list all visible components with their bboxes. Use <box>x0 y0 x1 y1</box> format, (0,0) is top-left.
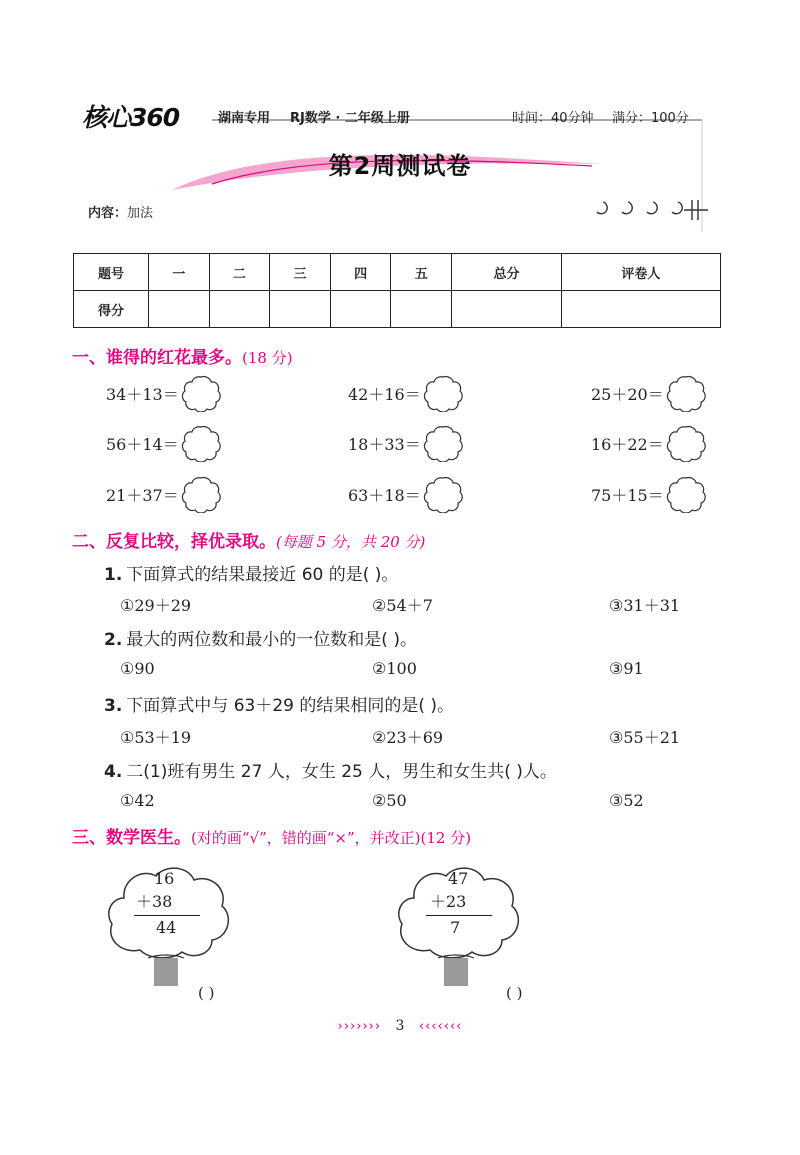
question-text: 下面算式中与 63＋29 的结果相同的是( )。 <box>126 696 455 716</box>
section1-title: 一、谁得的红花最多。 <box>72 348 242 368</box>
equation-item <box>348 424 463 462</box>
flower-answer-box[interactable] <box>423 374 463 412</box>
table-cell: 评卷人 <box>561 254 720 291</box>
question-text: 下面算式的结果最接近 60 的是( )。 <box>126 565 399 585</box>
section3-points: (对的画“√”，错的画“×”，并改正)(12 分) <box>191 829 472 847</box>
equation-item <box>106 475 221 513</box>
option-a[interactable]: ①90 <box>120 659 155 678</box>
option-a[interactable]: ①29＋29 <box>120 596 192 615</box>
flower-answer-box[interactable] <box>666 424 706 462</box>
table-cell: 总分 <box>452 254 562 291</box>
judgement-box-2[interactable]: ( ) <box>506 984 523 1002</box>
addend-bottom: ＋23 <box>430 892 467 911</box>
question-2 <box>104 625 417 650</box>
score-table <box>73 253 721 328</box>
section3-heading <box>72 823 471 848</box>
question-3 <box>104 691 454 716</box>
score-input-cell[interactable] <box>209 291 270 328</box>
option-b[interactable]: ②100 <box>372 659 417 678</box>
right-chevrons: ‹‹‹‹‹‹‹ <box>418 1019 463 1034</box>
table-cell: 得分 <box>74 291 149 328</box>
option-b[interactable]: ②54＋7 <box>372 596 433 615</box>
content-info <box>88 202 153 221</box>
equation-text: 63＋18＝ <box>348 485 421 505</box>
table-cell: 三 <box>270 254 331 291</box>
question-1 <box>104 560 398 585</box>
calc-result: 7 <box>450 918 461 937</box>
score-input-cell[interactable] <box>149 291 210 328</box>
question-text: 最大的两位数和最小的一位数和是( )。 <box>126 630 417 650</box>
section1-heading <box>72 343 293 368</box>
option-c[interactable]: ③52 <box>609 791 644 810</box>
addend-top: 16 <box>154 869 175 888</box>
score-input-cell[interactable] <box>391 291 452 328</box>
score-input-cell[interactable] <box>452 291 562 328</box>
table-cell: 一 <box>149 254 210 291</box>
option-a[interactable]: ①42 <box>120 791 155 810</box>
score-input-cell[interactable] <box>270 291 331 328</box>
calc-line <box>426 915 492 916</box>
equation-item <box>591 374 706 412</box>
section2-heading <box>72 527 425 552</box>
brand-logo: 核心360 <box>82 103 180 132</box>
equation-item <box>106 374 221 412</box>
question-4 <box>104 757 557 782</box>
flower-answer-box[interactable] <box>666 374 706 412</box>
flower-answer-box[interactable] <box>423 475 463 513</box>
region-label: 湖南专用 <box>218 111 271 126</box>
section2-points: (每题 5 分，共 20 分) <box>276 533 426 551</box>
question-text: 二(1)班有男生 27 人，女生 25 人，男生和女生共( )人。 <box>126 762 557 782</box>
equation-item <box>591 475 706 513</box>
option-c[interactable]: ③91 <box>609 659 644 678</box>
page-title: 第2周测试卷 <box>328 152 472 180</box>
equation-item <box>106 424 221 462</box>
equation-text: 25＋20＝ <box>591 384 664 404</box>
question-number: 3. <box>104 696 123 716</box>
addend-top: 47 <box>448 869 469 888</box>
score-input-cell[interactable] <box>561 291 720 328</box>
page-footer <box>0 1018 800 1034</box>
subject-label: RJ数学 · 二年级上册 <box>290 111 410 126</box>
content-label: 内容： <box>88 206 128 221</box>
addend-bottom: ＋38 <box>136 892 173 911</box>
content-value: 加法 <box>127 206 154 221</box>
full-score-label: 满分：100分 <box>612 111 689 126</box>
option-c[interactable]: ③31＋31 <box>609 596 681 615</box>
table-row <box>74 291 721 328</box>
section1-points: (18 分) <box>242 349 293 367</box>
time-label: 时间：40分钟 <box>512 111 594 126</box>
tree-problem-1 <box>104 862 234 992</box>
left-chevrons: ››››››› <box>337 1019 382 1034</box>
equation-item <box>348 374 463 412</box>
flower-answer-box[interactable] <box>181 374 221 412</box>
equation-text: 21＋37＝ <box>106 485 179 505</box>
table-cell: 二 <box>209 254 270 291</box>
equation-text: 75＋15＝ <box>591 485 664 505</box>
equation-item <box>591 424 706 462</box>
calc-line <box>134 915 200 916</box>
calc-result: 44 <box>156 918 177 937</box>
equation-text: 16＋22＝ <box>591 434 664 454</box>
flower-answer-box[interactable] <box>423 424 463 462</box>
equation-text: 56＋14＝ <box>106 434 179 454</box>
equation-text: 42＋16＝ <box>348 384 421 404</box>
equation-text: 34＋13＝ <box>106 384 179 404</box>
tree-problem-2 <box>394 862 524 992</box>
table-cell: 题号 <box>74 254 149 291</box>
option-b[interactable]: ②50 <box>372 791 407 810</box>
table-row <box>74 254 721 291</box>
question-number: 4. <box>104 762 123 782</box>
page-number: 3 <box>395 1018 405 1034</box>
flower-answer-box[interactable] <box>666 475 706 513</box>
flower-answer-box[interactable] <box>181 475 221 513</box>
judgement-box-1[interactable]: ( ) <box>198 984 215 1002</box>
question-number: 1. <box>104 565 123 585</box>
table-cell: 四 <box>330 254 391 291</box>
option-b[interactable]: ②23＋69 <box>372 728 444 747</box>
option-a[interactable]: ①53＋19 <box>120 728 192 747</box>
flower-answer-box[interactable] <box>181 424 221 462</box>
option-c[interactable]: ③55＋21 <box>609 728 681 747</box>
question-number: 2. <box>104 630 123 650</box>
equation-text: 18＋33＝ <box>348 434 421 454</box>
section2-title: 二、反复比较，择优录取。 <box>72 532 276 552</box>
score-input-cell[interactable] <box>330 291 391 328</box>
equation-item <box>348 475 463 513</box>
moon-decoration <box>597 200 708 220</box>
table-cell: 五 <box>391 254 452 291</box>
section3-title: 三、数学医生。 <box>72 828 191 848</box>
